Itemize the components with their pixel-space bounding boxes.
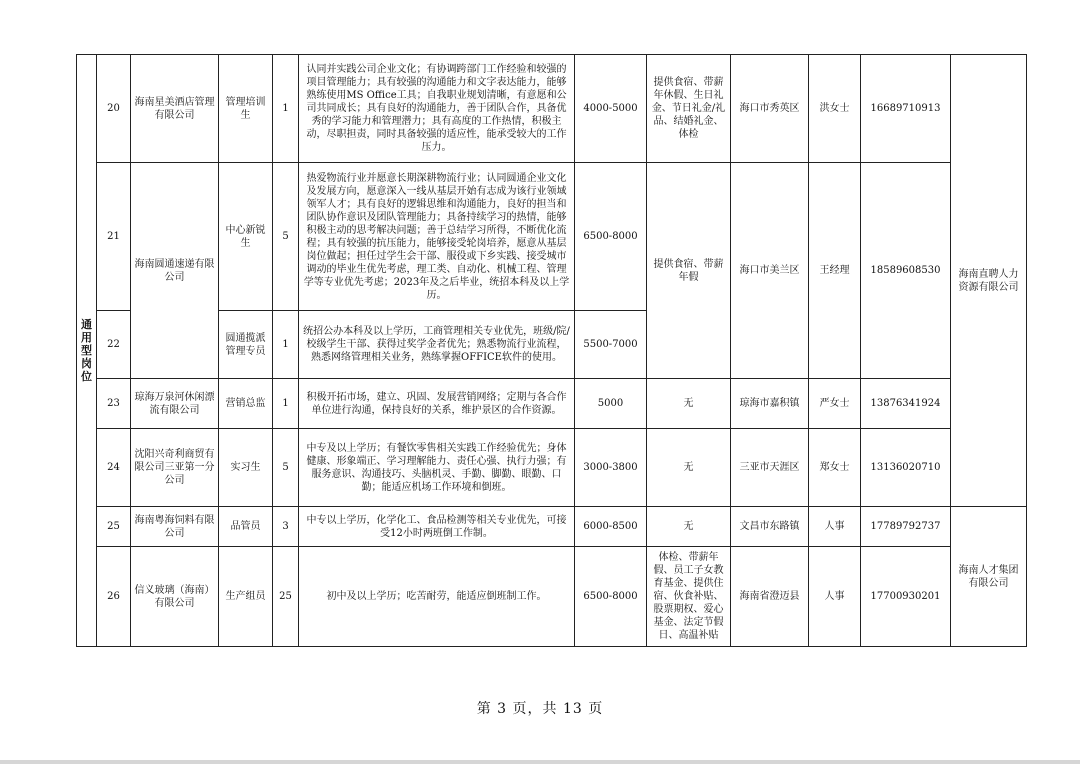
headcount: 3 bbox=[273, 507, 299, 547]
salary: 5500-7000 bbox=[575, 311, 647, 379]
contact-phone: 13136020710 bbox=[861, 429, 951, 507]
work-location: 文昌市东路镇 bbox=[731, 507, 809, 547]
table-row bbox=[77, 547, 1027, 647]
table-row bbox=[77, 507, 1027, 547]
job-requirements: 初中及以上学历；吃苦耐劳，能适应倒班制工作。 bbox=[299, 547, 575, 647]
benefits: 提供食宿、带薪年休假、生日礼金、节日礼金/礼品、结婚礼金、体检 bbox=[647, 55, 731, 163]
company-name: 海南圆通速递有限公司 bbox=[131, 163, 219, 379]
contact-person: 人事 bbox=[809, 507, 861, 547]
job-requirements: 认同并实践公司企业文化；有协调跨部门工作经验和较强的项目管理能力；具有较强的沟通能力和文字表达能力，能够熟练使用MS Office工具；自我职业规划清晰，有意愿和公司共同成长；具有良好的沟通能力，善于团队合作，具备优秀的学习能力和管理潜力；具有高度的工作热情，积极主动，尽职担责，同时具备较强的适应性，能承受较大的工作压力。 bbox=[299, 55, 575, 163]
job-requirements: 中专及以上学历；有餐饮零售相关实践工作经验优先；身体健康、形象端正、学习理解能力、责任心强、执行力强；有服务意识、沟通技巧、头脑机灵、手勤、脚勤、眼勤、口勤；能适应机场工作环境和倒班。 bbox=[299, 429, 575, 507]
page-footer: 第 3 页，共 13 页 bbox=[476, 701, 604, 717]
salary: 3000-3800 bbox=[575, 429, 647, 507]
headcount: 1 bbox=[273, 311, 299, 379]
company-name: 海南星美酒店管理有限公司 bbox=[131, 55, 219, 163]
headcount: 5 bbox=[273, 163, 299, 311]
job-requirements: 中专以上学历，化学化工、食品检测等相关专业优先，可接受12小时两班倒工作制。 bbox=[299, 507, 575, 547]
job-requirements: 统招公办本科及以上学历，工商管理相关专业优先，班级/院/校级学生干部、获得过奖学金者优先；熟悉物流行业流程，熟悉网络管理相关业务，熟练掌握OFFICE软件的使用。 bbox=[299, 311, 575, 379]
benefits: 无 bbox=[647, 379, 731, 429]
salary: 5000 bbox=[575, 379, 647, 429]
company-name: 海南粤海饲料有限公司 bbox=[131, 507, 219, 547]
agency-name: 海南人才集团有限公司 bbox=[951, 507, 1027, 647]
position-name: 圆通揽派管理专员 bbox=[219, 311, 273, 379]
company-name: 信义玻璃（海南）有限公司 bbox=[131, 547, 219, 647]
contact-phone: 18589608530 bbox=[861, 163, 951, 379]
position-name: 品管员 bbox=[219, 507, 273, 547]
contact-person: 严女士 bbox=[809, 379, 861, 429]
position-name: 中心新锐生 bbox=[219, 163, 273, 311]
job-requirements: 积极开拓市场，建立、巩固、发展营销网络；定期与各合作单位进行沟通，保持良好的关系，维护景区的合作资源。 bbox=[299, 379, 575, 429]
benefits: 无 bbox=[647, 429, 731, 507]
category-cell bbox=[77, 55, 97, 647]
contact-phone: 17700930201 bbox=[861, 547, 951, 647]
headcount: 1 bbox=[273, 379, 299, 429]
contact-person: 王经理 bbox=[809, 163, 861, 379]
job-requirements: 热爱物流行业并愿意长期深耕物流行业；认同圆通企业文化及发展方向，愿意深入一线从基层开始有志成为该行业领域领军人才；具有良好的逻辑思维和沟通能力，良好的担当和团队协作意识及团队管理能力；具备持续学习的热情，能够积极主动的思考解决问题；善于总结学习所得，不断优化流程；具有较强的抗压能力，能够接受轮岗培养，愿意从基层岗位做起；担任过学生会干部、服役或下乡实践、接受城市调动的毕业生优先考虑，理工类、自动化、机械工程、管理学等专业优先考虑；2023年及之后毕业，统招本科及以上学历。 bbox=[299, 163, 575, 311]
table-row bbox=[77, 55, 1027, 163]
table-row bbox=[77, 379, 1027, 429]
work-location: 海南省澄迈县 bbox=[731, 547, 809, 647]
work-location: 琼海市嘉积镇 bbox=[731, 379, 809, 429]
salary: 4000-5000 bbox=[575, 55, 647, 163]
salary: 6500-8000 bbox=[575, 163, 647, 311]
headcount: 5 bbox=[273, 429, 299, 507]
row-number: 21 bbox=[97, 163, 131, 311]
job-listing-table bbox=[76, 54, 1027, 647]
row-number: 23 bbox=[97, 379, 131, 429]
work-location: 三亚市天涯区 bbox=[731, 429, 809, 507]
category-label: 通用型岗位 bbox=[81, 318, 92, 383]
position-name: 管理培训生 bbox=[219, 55, 273, 163]
contact-phone: 17789792737 bbox=[861, 507, 951, 547]
contact-phone: 13876341924 bbox=[861, 379, 951, 429]
row-number: 22 bbox=[97, 311, 131, 379]
position-name: 实习生 bbox=[219, 429, 273, 507]
table-row bbox=[77, 163, 1027, 311]
position-name: 生产组员 bbox=[219, 547, 273, 647]
row-number: 26 bbox=[97, 547, 131, 647]
work-location: 海口市秀英区 bbox=[731, 55, 809, 163]
row-number: 24 bbox=[97, 429, 131, 507]
position-name: 营销总监 bbox=[219, 379, 273, 429]
agency-name: 海南直聘人力资源有限公司 bbox=[951, 55, 1027, 507]
company-name: 琼海万泉河休闲漂流有限公司 bbox=[131, 379, 219, 429]
contact-person: 人事 bbox=[809, 547, 861, 647]
salary: 6000-8500 bbox=[575, 507, 647, 547]
page-bottom-divider bbox=[0, 760, 1080, 764]
row-number: 25 bbox=[97, 507, 131, 547]
work-location: 海口市美兰区 bbox=[731, 163, 809, 379]
headcount: 1 bbox=[273, 55, 299, 163]
headcount: 25 bbox=[273, 547, 299, 647]
company-name: 沈阳兴奇利商贸有限公司三亚第一分公司 bbox=[131, 429, 219, 507]
benefits: 体检、带薪年假、员工子女教育基金、提供住宿、伙食补贴、股票期权、爱心基金、法定节假日、高温补贴 bbox=[647, 547, 731, 647]
table-row bbox=[77, 429, 1027, 507]
benefits: 无 bbox=[647, 507, 731, 547]
contact-phone: 16689710913 bbox=[861, 55, 951, 163]
salary: 6500-8000 bbox=[575, 547, 647, 647]
row-number: 20 bbox=[97, 55, 131, 163]
benefits: 提供食宿、带薪年假 bbox=[647, 163, 731, 379]
contact-person: 郑女士 bbox=[809, 429, 861, 507]
contact-person: 洪女士 bbox=[809, 55, 861, 163]
